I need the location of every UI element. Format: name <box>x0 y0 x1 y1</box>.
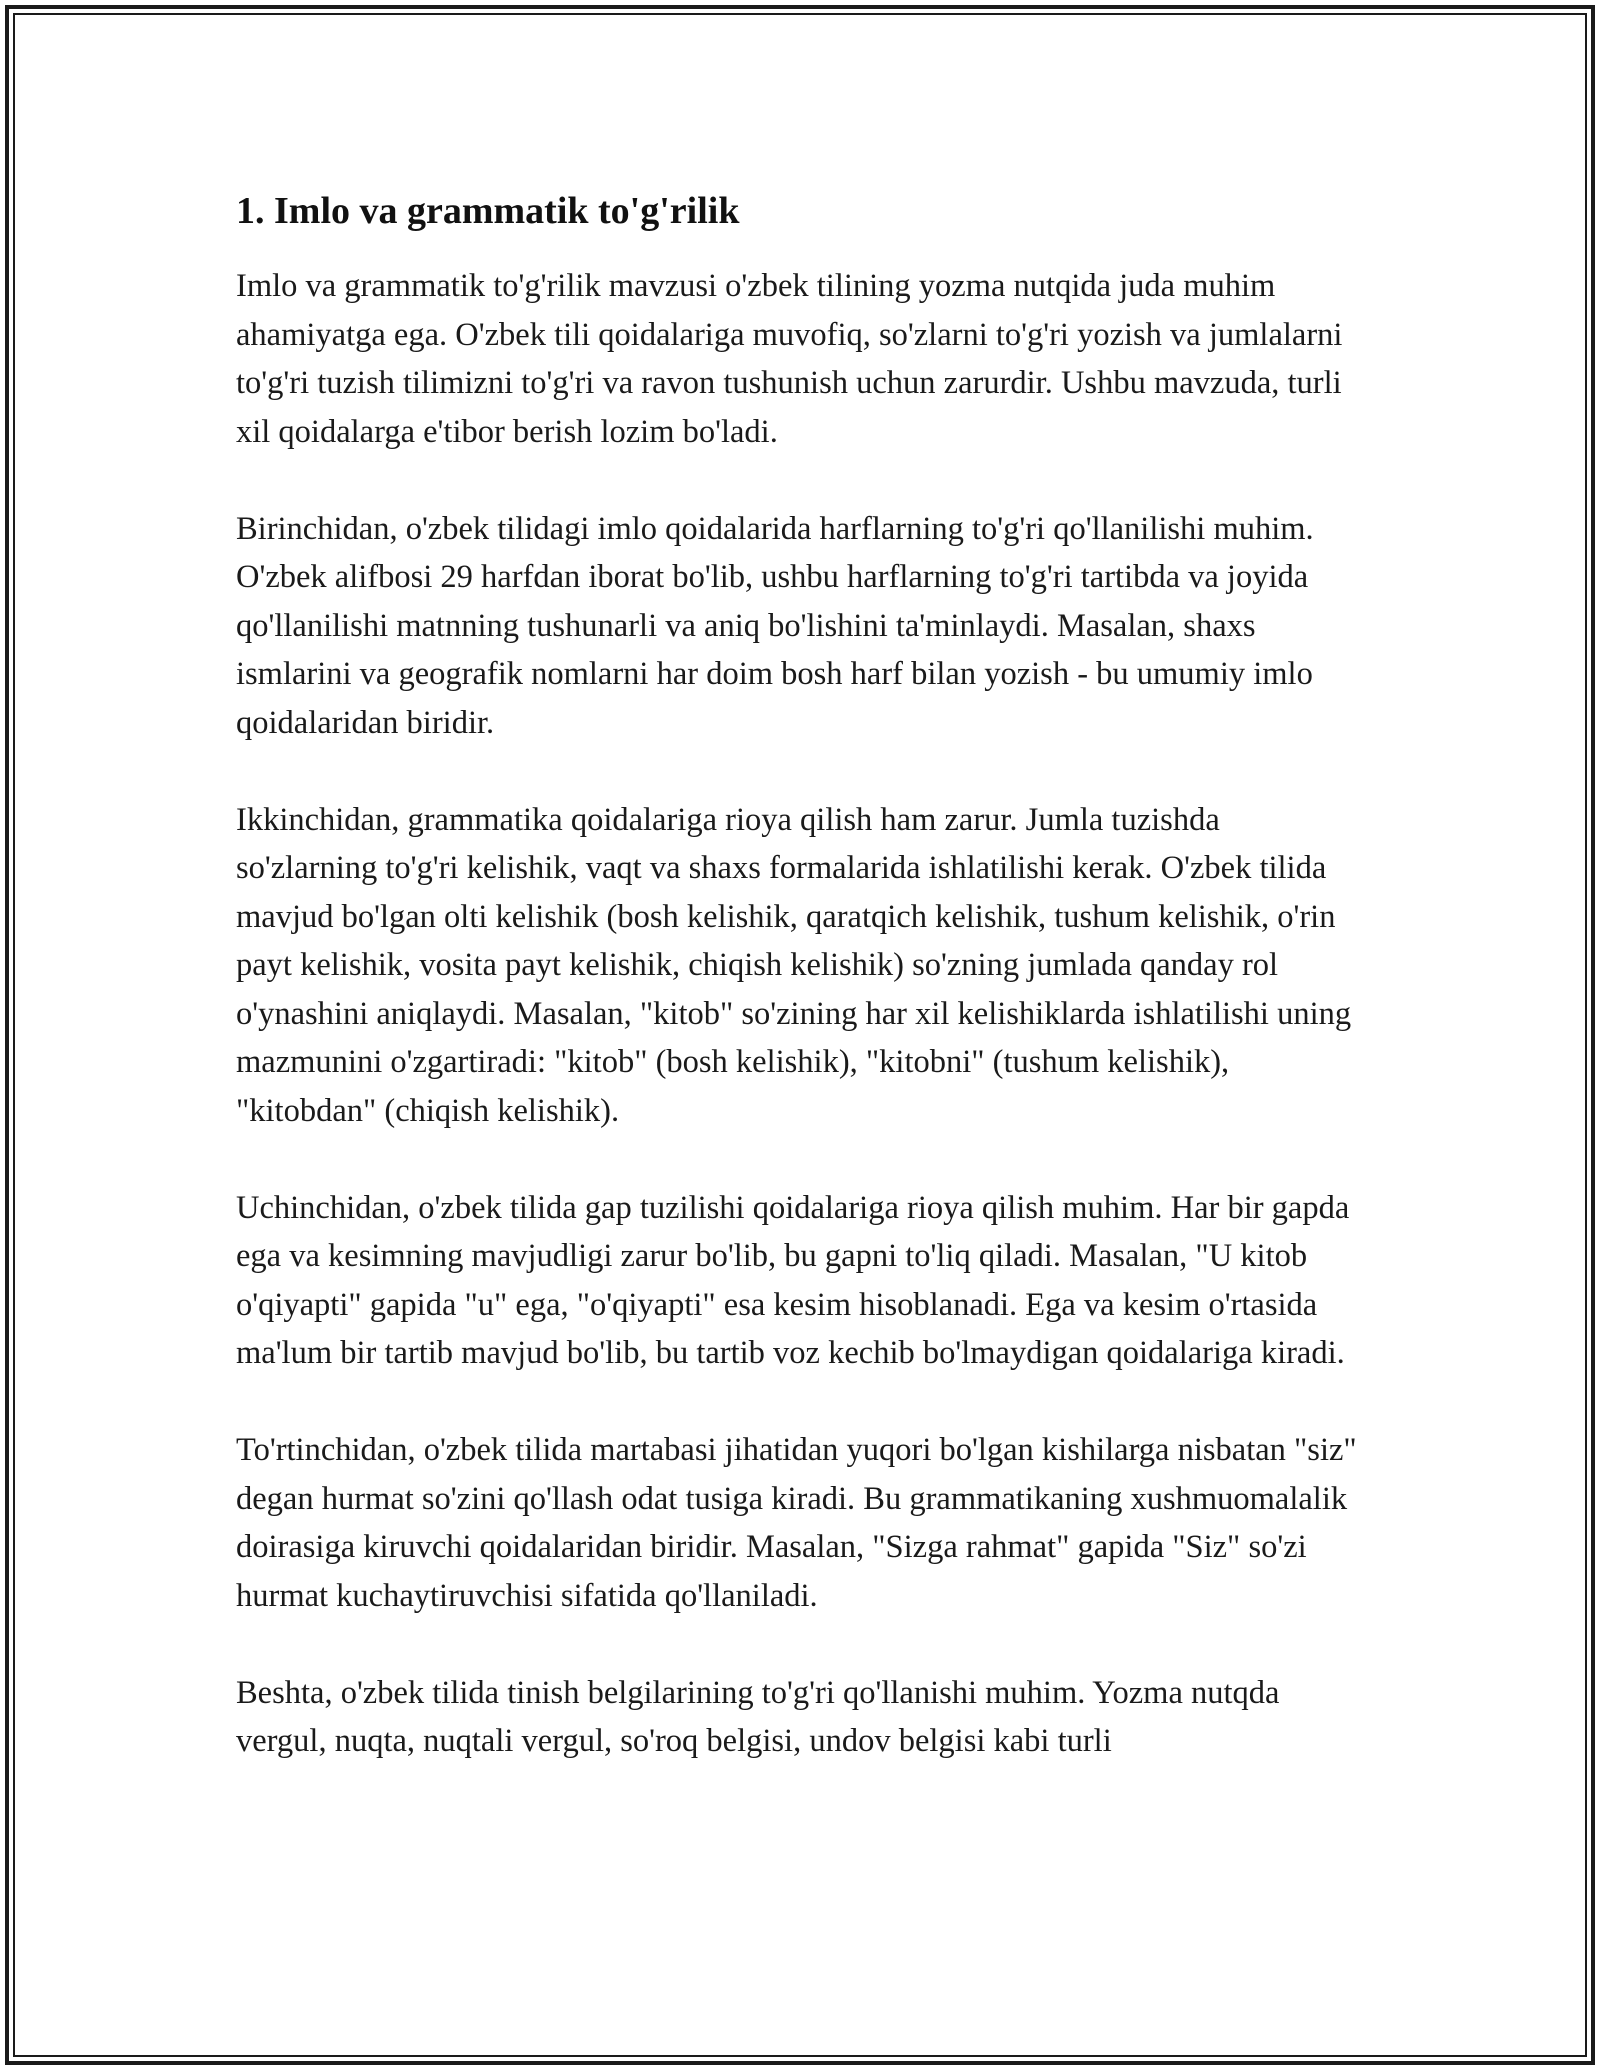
paragraph-first: Birinchidan, o'zbek tilidagi imlo qoidalarida harflarning to'g'ri qo'llanilishi muhim. O'zbek alifbosi 29 harfdan iborat bo'lib, ushbu harflarning to'g'ri tartibda va joyida qo'llanilishi matnning tushunarli va aniq bo'lishini ta'minlaydi. Masalan, shaxs ismlarini va geografik nomlarni har doim bosh harf bilan yozish - bu umumiy imlo qoidalaridan biridir. <box>236 510 1314 741</box>
paragraph-intro: Imlo va grammatik to'g'rilik mavzusi o'zbek tilining yozma nutqida juda muhim ahamiyatga ega. O'zbek tili qoidalariga muvofiq, so'zlarni to'g'ri yozish va jumlalarni to'g'ri tuzish tilimizni to'g'ri va ravon tushunish uchun zarurdir. Ushbu mavzuda, turli xil qoidalarga e'tibor berish lozim bo'ladi. <box>236 268 1343 450</box>
document-body <box>236 186 1366 1766</box>
paragraph-third: Uchinchidan, o'zbek tilida gap tuzilishi qoidalariga rioya qilish muhim. Har bir gapda ega va kesimning mavjudligi zarur bo'lib, bu gapni to'liq qiladi. Masalan, "U kitob o'qiyapti" gapida "u" ega, "o'qiyapti" esa kesim hisoblanadi. Ega va kesim o'rtasida ma'lum bir tartib mavjud bo'lib, bu tartib voz kechib bo'lmaydigan qoidalariga kiradi. <box>236 1189 1350 1371</box>
paragraph-fourth: To'rtinchidan, o'zbek tilida martabasi jihatidan yuqori bo'lgan kishilarga nisbatan "siz" degan hurmat so'zini qo'llash odat tusiga kiradi. Bu grammatikaning xushmuomalalik doirasiga kiruvchi qoidalaridan biridir. Masalan, "Sizga rahmat" gapida "Siz" so'zi hurmat kuchaytiruvchisi sifatida qo'llaniladi. <box>236 1432 1357 1614</box>
paragraph-second: Ikkinchidan, grammatika qoidalariga rioya qilish ham zarur. Jumla tuzishda so'zlarning to'g'ri kelishik, vaqt va shaxs formalarida ishlatilishi kerak. O'zbek tilida mavjud bo'lgan olti kelishik (bosh kelishik, qaratqich kelishik, tushum kelishik, o'rin payt kelishik, vosita payt kelishik, chiqish kelishik) so'zning jumlada qanday rol o'ynashini aniqlaydi. Masalan, "kitob" so'zining har xil kelishiklarda ishlatilishi uning mazmunini o'zgartiradi: "kitob" (bosh kelishik), "kitobni" (tushum kelishik), "kitobdan" (chiqish kelishik). <box>236 801 1352 1129</box>
paragraph-fifth: Beshta, o'zbek tilida tinish belgilarining to'g'ri qo'llanishi muhim. Yozma nutqda vergul, nuqta, nuqtali vergul, so'roq belgisi, undov belgisi kabi turli <box>236 1674 1280 1759</box>
section-heading: 1. Imlo va grammatik to'g'rilik <box>236 190 740 232</box>
